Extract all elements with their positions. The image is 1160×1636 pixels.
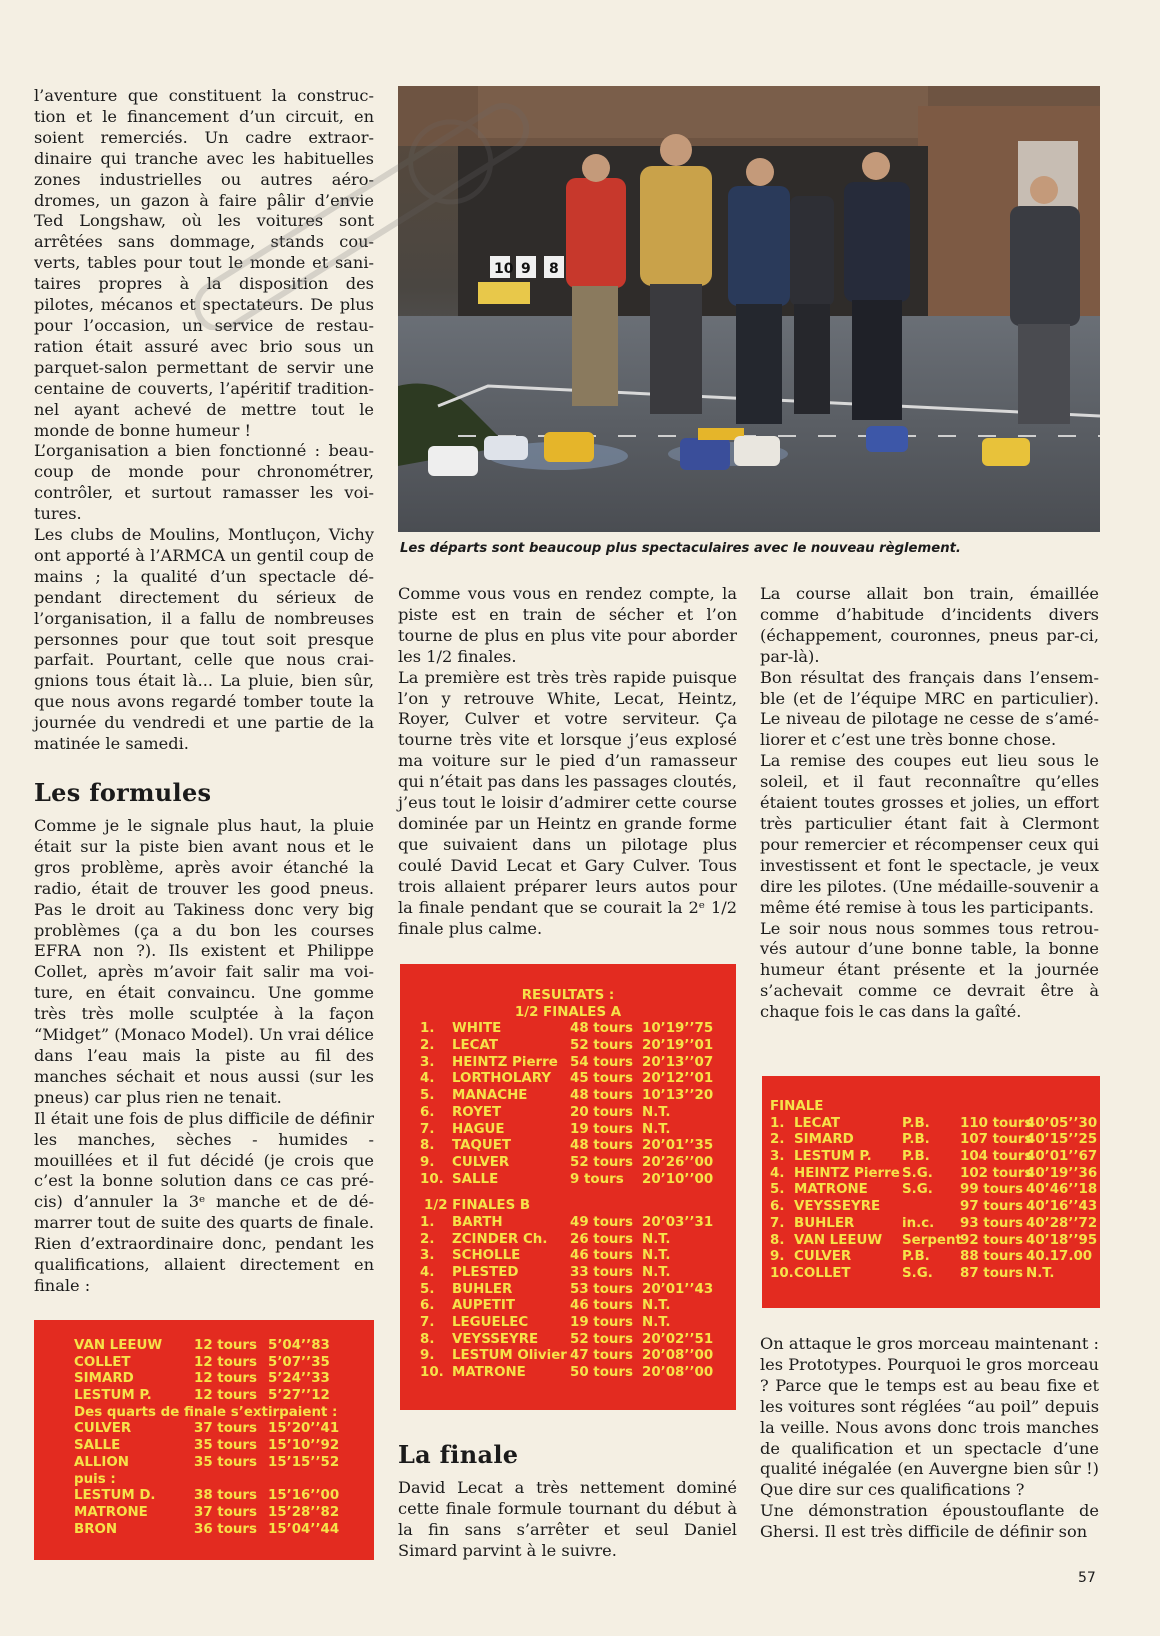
result-time: 20’10’’00 xyxy=(642,1171,714,1187)
result-tours: 52 tours xyxy=(570,1038,634,1054)
result-num: 7. xyxy=(770,1215,785,1231)
result-name: HAGUE xyxy=(452,1121,505,1137)
result-time: 40’19’’36 xyxy=(1026,1165,1098,1181)
result-row xyxy=(400,1155,736,1172)
result-row xyxy=(762,1216,1100,1233)
result-tours: 35 tours xyxy=(194,1454,258,1470)
result-team: Serpent xyxy=(902,1232,962,1248)
result-time: 10’19’’75 xyxy=(642,1021,714,1037)
result-name: VAN LEEUW xyxy=(74,1338,163,1353)
result-name: ZCINDER Ch. xyxy=(452,1231,548,1247)
paragraph: Comme je le signale plus haut, la pluie était sur la piste bien avant nous et le gros problème, après avoir étanché la radio, était de trouver les good pneus. Pas le droit au Takiness donc very big problèmes (ça a du bon les courses EFRA non ?). Ils existent et Philippe Collet, après m’avoir fait salir ma voiture, en était convaincu. Une gomme très très molle sculptée à la façon “Midget” (Monaco Model). Un vrai délice dans l’eau mais la piste au fil des manches séchait et nous aussi (sur les pneus) car plus rien ne tenait. xyxy=(34,816,374,1107)
result-row xyxy=(762,1233,1100,1250)
results-subtitle-a: 1/2 FINALES A xyxy=(514,1004,622,1020)
result-row xyxy=(34,1522,374,1539)
result-name: SALLE xyxy=(452,1171,499,1187)
article-column-2 xyxy=(398,584,737,939)
qualif-label-quarts: Des quarts de finale s’extirpaient : xyxy=(74,1404,338,1420)
result-time: 40’15’’25 xyxy=(1026,1132,1098,1148)
photo-board-number: 9 xyxy=(521,261,531,277)
result-num: 6. xyxy=(770,1199,785,1215)
result-row xyxy=(34,1488,374,1505)
final-rows xyxy=(762,1116,1100,1283)
result-time: N.T. xyxy=(642,1298,671,1314)
result-tours: 46 tours xyxy=(570,1248,634,1264)
result-name: CULVER xyxy=(74,1421,132,1437)
result-time: 40’18’’95 xyxy=(1026,1232,1098,1248)
result-name: HEINTZ Pierre xyxy=(794,1165,900,1181)
result-tours: 88 tours xyxy=(960,1249,1024,1265)
paragraph: La première est très très rapide puisque l’on y retrouve White, Lecat, Heintz, Royer, Culver et votre serviteur. Ça tourne très vite et lorsque j’eus explosé ma voiture sur le pied d’un ramasseur qui n’était pas dans les passages cloutés, j’eus tout le loisir d’admirer cette course dominée par un Heintz en grande forme que suivaient dans un pilotage plus coulé David Lecat et Gary Culver. Tous trois allaient préparer leurs autos pour la finale pendant que se courait la 2ᵉ 1/2 finale plus calme. xyxy=(398,667,737,938)
result-tours: 20 tours xyxy=(570,1104,634,1120)
result-row xyxy=(400,1232,736,1249)
result-time: N.T. xyxy=(642,1121,671,1137)
result-name: VAN LEEUW xyxy=(794,1232,883,1248)
result-name: BUHLER xyxy=(794,1215,855,1231)
paragraph: l’aventure que constituent la construction et le financement d’un circuit, en soient remerciés. Un cadre extraordinaire qui tranche avec les habituelles zones industrielles ou autres aérodromes, un gazon à faire pâlir d’envie Ted Longshaw, où les voitures sont arrêtées sans dommage, stands couverts, tables pour tout le monde et sanitaires propres à la disposition des pilotes, mécanos et spectateurs. De plus pour l’occasion, un service de restauration était assuré avec brio sous un parquet-salon permettant de servir une centaine de couverts, l’apéritif traditionnel ayant achevé de mettre tout le monde de bonne humeur ! xyxy=(34,86,374,440)
result-row xyxy=(400,1138,736,1155)
result-time: 15’20’’41 xyxy=(268,1421,340,1437)
result-num: 7. xyxy=(420,1315,435,1331)
result-name: COLLET xyxy=(74,1354,131,1370)
result-name: SIMARD xyxy=(74,1371,134,1387)
result-num: 10. xyxy=(770,1265,794,1281)
result-name: LESTUM P. xyxy=(794,1149,872,1165)
result-row xyxy=(400,1282,736,1299)
result-time: 20’01’’43 xyxy=(642,1281,714,1297)
result-num: 7. xyxy=(420,1121,435,1137)
photo-caption: Les départs sont beaucoup plus spectaculaires avec le nouveau règlement. xyxy=(400,541,961,556)
result-team: S.G. xyxy=(902,1265,933,1281)
article-column-1 xyxy=(34,86,374,755)
result-num: 6. xyxy=(420,1104,435,1120)
result-name: SIMARD xyxy=(794,1132,854,1148)
photo-board-number: 8 xyxy=(549,261,559,277)
race-start-photo xyxy=(398,86,1100,532)
result-tours: 35 tours xyxy=(194,1438,258,1454)
result-row xyxy=(34,1505,374,1522)
result-name: MATRONE xyxy=(452,1365,526,1381)
result-time: N.T. xyxy=(642,1104,671,1120)
paragraph: L’organisation a bien fonctionné : beaucoup de monde pour chronométrer, contrôler, et surtout ramasser les voitures. xyxy=(34,441,374,524)
result-name: ALLION xyxy=(74,1454,130,1470)
result-time: 40’46’’18 xyxy=(1026,1182,1098,1198)
result-time: 20’08’’00 xyxy=(642,1348,714,1364)
result-row xyxy=(400,1088,736,1105)
result-row xyxy=(34,1438,374,1455)
paragraph: Les clubs de Moulins, Montluçon, Vichy ont apporté à l’ARMCA un gentil coup de mains ; la qualité d’un spectacle dépendant directement du sérieux de l’organisation, il a fallu de nombreuses personnes pour que tout soit presque parfait. Pourtant, celle que nous craignions tous était là... La pluie, bien sûr, que nous avons regardé tomber toute la journée du vendredi et une partie de la matinée le samedi. xyxy=(34,525,374,754)
article-column-3-prototypes xyxy=(760,1334,1099,1543)
result-num: 8. xyxy=(770,1232,785,1248)
result-time: 5’07’’35 xyxy=(268,1354,330,1370)
result-tours: 87 tours xyxy=(960,1265,1024,1281)
results-subtitle-b: 1/2 FINALES B xyxy=(424,1198,531,1214)
result-tours: 19 tours xyxy=(570,1315,634,1331)
result-tours: 12 tours xyxy=(194,1371,258,1387)
result-row xyxy=(400,1122,736,1139)
result-time: 20’03’’31 xyxy=(642,1214,714,1230)
result-row xyxy=(400,1298,736,1315)
result-time: 20’02’’51 xyxy=(642,1331,714,1347)
results-box-qualifications xyxy=(34,1320,374,1560)
result-name: LEGUELEC xyxy=(452,1315,529,1331)
paragraph: Une démonstration époustouflante de Ghersi. Il est très difficile de définir son xyxy=(760,1501,1099,1542)
result-name: CULVER xyxy=(794,1249,852,1265)
article-column-3 xyxy=(760,584,1099,1023)
semi-final-a-rows xyxy=(400,1021,736,1188)
result-tours: 53 tours xyxy=(570,1281,634,1297)
result-row xyxy=(34,1338,374,1355)
result-name: COLLET xyxy=(794,1265,851,1281)
page-number: 57 xyxy=(1078,1570,1096,1586)
article-column-2-finale xyxy=(398,1478,737,1562)
result-time: N.T. xyxy=(642,1315,671,1331)
paragraph: Bon résultat des français dans l’ensemble (et de l’équipe MRC en particulier). Le niveau de pilotage ne cesse de s’améliorer et c’est une très bonne chose. xyxy=(760,667,1099,750)
result-name: VEYSSEYRE xyxy=(452,1331,539,1347)
results-box-final xyxy=(762,1076,1100,1308)
result-team: S.G. xyxy=(902,1165,933,1181)
result-tours: 110 tours xyxy=(960,1115,1033,1131)
result-tours: 33 tours xyxy=(570,1265,634,1280)
result-time: 15’16’’00 xyxy=(268,1488,340,1504)
result-tours: 102 tours xyxy=(960,1165,1033,1181)
result-num: 10. xyxy=(420,1365,444,1381)
result-name: SCHOLLE xyxy=(452,1248,521,1264)
result-row xyxy=(762,1182,1100,1199)
result-name: LECAT xyxy=(452,1038,498,1054)
result-time: 40.17.00 xyxy=(1026,1249,1093,1265)
heading-les-formules: Les formules xyxy=(34,778,212,807)
result-time: 20’26’’00 xyxy=(642,1154,714,1170)
result-team: in.c. xyxy=(902,1215,935,1231)
paragraph: David Lecat a très nettement dominé cette finale formule tournant du début à la fin sans s’arrêter et seul Daniel Simard parvint à le suivre. xyxy=(398,1478,737,1560)
result-name: BRON xyxy=(74,1521,118,1537)
result-row xyxy=(400,1365,736,1382)
result-name: LESTUM P. xyxy=(74,1388,152,1404)
result-time: 5’24’’33 xyxy=(268,1371,330,1387)
result-time: 5’27’’12 xyxy=(268,1388,330,1404)
result-row xyxy=(34,1455,374,1472)
result-time: N.T. xyxy=(642,1265,671,1280)
result-tours: 48 tours xyxy=(570,1088,634,1104)
result-num: 4. xyxy=(420,1071,435,1087)
result-num: 9. xyxy=(770,1249,785,1265)
result-row xyxy=(762,1132,1100,1149)
result-tours: 36 tours xyxy=(194,1521,258,1537)
result-time: 20’19’’01 xyxy=(642,1038,714,1054)
result-tours: 26 tours xyxy=(570,1231,634,1247)
paragraph: La course allait bon train, émaillée comme d’habitude d’incidents divers (échappement, couronnes, pneus par-ci, par-là). xyxy=(760,584,1099,666)
result-time: 20’12’’01 xyxy=(642,1071,714,1087)
result-row xyxy=(400,1348,736,1365)
result-name: AUPETIT xyxy=(452,1298,516,1314)
result-name: WHITE xyxy=(452,1021,502,1037)
result-row xyxy=(400,1265,736,1282)
result-num: 4. xyxy=(770,1165,785,1181)
paragraph: Il était une fois de plus difficile de définir les manches, sèches - humides - mouillées et il fut décidé (je crois que c’est la bonne solution dans ce cas précis) d’annuler la 3ᵉ manche et de démarrer tout de suite des quarts de finale. Rien d’extraordinaire donc, pendant les qualifications, allaient directement en finale : xyxy=(34,1108,374,1295)
result-num: 2. xyxy=(420,1231,435,1247)
result-time: 40’05’’30 xyxy=(1026,1115,1098,1131)
result-tours: 12 tours xyxy=(194,1354,258,1370)
result-row xyxy=(762,1199,1100,1216)
result-num: 9. xyxy=(420,1154,435,1170)
result-num: 3. xyxy=(770,1149,785,1165)
result-num: 1. xyxy=(420,1021,435,1037)
result-num: 8. xyxy=(420,1138,435,1154)
result-name: PLESTED xyxy=(452,1265,519,1280)
result-time: 5’04’’83 xyxy=(268,1338,330,1353)
result-tours: 54 tours xyxy=(570,1054,634,1070)
result-time: 40’01’’67 xyxy=(1026,1149,1098,1165)
result-num: 3. xyxy=(420,1054,435,1070)
result-name: BARTH xyxy=(452,1214,503,1230)
result-time: 40’16’’43 xyxy=(1026,1199,1098,1215)
result-name: MATRONE xyxy=(794,1182,868,1198)
result-time: 10’13’’20 xyxy=(642,1088,714,1104)
heading-la-finale: La finale xyxy=(398,1440,519,1469)
result-num: 8. xyxy=(420,1331,435,1347)
result-num: 5. xyxy=(770,1182,785,1198)
result-tours: 52 tours xyxy=(570,1331,634,1347)
result-tours: 52 tours xyxy=(570,1154,634,1170)
result-time: 20’13’’07 xyxy=(642,1054,714,1070)
result-name: TAQUET xyxy=(452,1138,511,1154)
qualif-puis-rows xyxy=(34,1488,374,1538)
result-tours: 47 tours xyxy=(570,1348,634,1364)
result-row xyxy=(400,1055,736,1072)
result-tours: 92 tours xyxy=(960,1232,1024,1248)
result-num: 10. xyxy=(420,1171,444,1187)
result-row xyxy=(400,1172,736,1189)
result-time: N.T. xyxy=(1026,1265,1055,1281)
result-time: 15’28’’82 xyxy=(268,1504,340,1520)
result-name: VEYSSEYRE xyxy=(794,1199,881,1215)
result-name: ROYET xyxy=(452,1104,502,1120)
results-box-semi-finals xyxy=(400,964,736,1410)
results-title: RESULTATS : xyxy=(521,988,615,1003)
result-time: 15’10’’92 xyxy=(268,1438,340,1454)
result-tours: 48 tours xyxy=(570,1021,634,1037)
result-row xyxy=(34,1388,374,1405)
result-tours: 37 tours xyxy=(194,1421,258,1437)
result-num: 4. xyxy=(420,1265,435,1280)
result-team: P.B. xyxy=(902,1249,930,1265)
article-column-1-formules xyxy=(34,816,374,1297)
qualif-quarts-rows xyxy=(34,1421,374,1471)
result-time: N.T. xyxy=(642,1231,671,1247)
result-tours: 12 tours xyxy=(194,1388,258,1404)
result-tours: 38 tours xyxy=(194,1488,258,1504)
result-time: N.T. xyxy=(642,1248,671,1264)
result-time: 15’04’’44 xyxy=(268,1521,340,1537)
result-row xyxy=(400,1038,736,1055)
result-tours: 45 tours xyxy=(570,1071,634,1087)
result-name: SALLE xyxy=(74,1438,121,1454)
result-name: MATRONE xyxy=(74,1504,148,1520)
result-tours: 46 tours xyxy=(570,1298,634,1314)
qualif-direct-rows xyxy=(34,1338,374,1405)
race-start-photo-drawing xyxy=(398,86,1100,532)
result-tours: 48 tours xyxy=(570,1138,634,1154)
result-tours: 9 tours xyxy=(570,1171,624,1187)
result-row xyxy=(762,1249,1100,1266)
result-time: 20’08’’00 xyxy=(642,1365,714,1381)
result-team: P.B. xyxy=(902,1132,930,1148)
paragraph: La remise des coupes eut lieu sous le soleil, et il faut reconnaître qu’elles étaient toutes grosses et jolies, un effort très particulier étant fait à Clermont pour remercier et récompenser ceux qui investissent et font le spectacle, je veux dire les pilotes. (Une médaille-souvenir a même été remise à tous les participants. xyxy=(760,751,1099,917)
result-row xyxy=(400,1071,736,1088)
result-tours: 93 tours xyxy=(960,1215,1024,1231)
result-row xyxy=(34,1355,374,1372)
result-row xyxy=(400,1332,736,1349)
final-title: FINALE xyxy=(770,1099,824,1114)
result-num: 5. xyxy=(420,1281,435,1297)
photo-board-number: 10 xyxy=(494,261,514,277)
result-tours: 107 tours xyxy=(960,1132,1033,1148)
result-row xyxy=(400,1315,736,1332)
result-name: CULVER xyxy=(452,1154,510,1170)
result-tours: 19 tours xyxy=(570,1121,634,1137)
result-row xyxy=(762,1116,1100,1133)
result-num: 3. xyxy=(420,1248,435,1264)
result-row xyxy=(400,1215,736,1232)
result-tours: 37 tours xyxy=(194,1504,258,1520)
result-name: HEINTZ Pierre xyxy=(452,1054,558,1070)
result-num: 6. xyxy=(420,1298,435,1314)
result-tours: 97 tours xyxy=(960,1199,1024,1215)
result-row xyxy=(762,1149,1100,1166)
result-num: 9. xyxy=(420,1348,435,1364)
qualif-label-puis: puis : xyxy=(74,1471,116,1487)
result-team: P.B. xyxy=(902,1115,930,1131)
semi-final-b-rows xyxy=(400,1215,736,1382)
result-name: LORTHOLARY xyxy=(452,1071,552,1087)
result-row xyxy=(34,1421,374,1438)
result-row xyxy=(762,1166,1100,1183)
result-num: 2. xyxy=(770,1132,785,1148)
paragraph: Comme vous vous en rendez compte, la piste est en train de sécher et l’on tourne de plus en plus vite pour aborder les 1/2 finales. xyxy=(398,584,737,666)
result-team: S.G. xyxy=(902,1182,933,1198)
result-name: LESTUM Olivier xyxy=(452,1348,567,1364)
result-tours: 104 tours xyxy=(960,1149,1033,1165)
result-num: 2. xyxy=(420,1038,435,1054)
result-name: LECAT xyxy=(794,1115,840,1131)
result-tours: 50 tours xyxy=(570,1365,634,1381)
result-row xyxy=(762,1266,1100,1283)
result-num: 1. xyxy=(420,1214,435,1230)
result-tours: 49 tours xyxy=(570,1214,634,1230)
result-time: 20’01’’35 xyxy=(642,1138,714,1154)
result-name: LESTUM D. xyxy=(74,1488,156,1504)
result-tours: 99 tours xyxy=(960,1182,1024,1198)
result-tours: 12 tours xyxy=(194,1338,258,1353)
result-time: 15’15’’52 xyxy=(268,1454,340,1470)
result-row xyxy=(400,1248,736,1265)
paragraph: Le soir nous nous sommes tous retrouvés autour d’une bonne table, la bonne humeur étant présente et la journée s’achevait comme ce devrait être à chaque fois le cas dans la gaîté. xyxy=(760,918,1099,1022)
result-name: MANACHE xyxy=(452,1088,528,1104)
result-num: 5. xyxy=(420,1088,435,1104)
result-row xyxy=(34,1371,374,1388)
result-team: P.B. xyxy=(902,1149,930,1165)
paragraph: On attaque le gros morceau maintenant : les Prototypes. Pourquoi le gros morceau ? Parce que le temps est au beau fixe et les voitures sont réglées “au poil” depuis la veille. Nous avons donc trois manches de qualification et un spectacle d’une qualité inégalée (en Auvergne bien sûr !) Que dire sur ces qualifications ? xyxy=(760,1334,1099,1500)
result-num: 1. xyxy=(770,1115,785,1131)
result-row xyxy=(400,1105,736,1122)
result-name: BUHLER xyxy=(452,1281,513,1297)
result-row xyxy=(400,1021,736,1038)
result-time: 40’28’’72 xyxy=(1026,1215,1098,1231)
